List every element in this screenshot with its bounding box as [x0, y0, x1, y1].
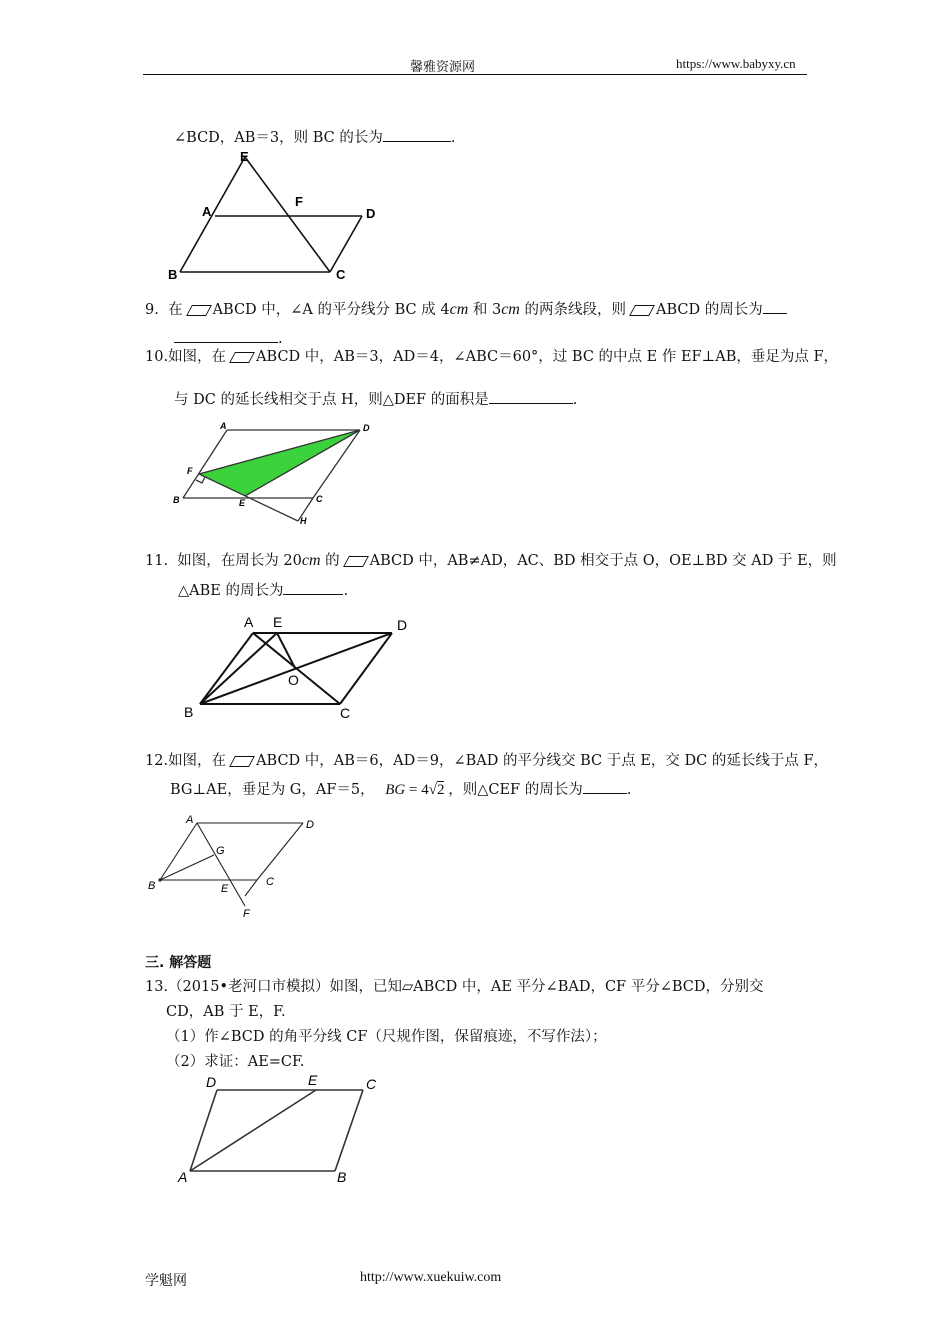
q13-line-ae	[190, 1090, 316, 1171]
q8-label-e: E	[240, 149, 249, 164]
q13-line-cb	[335, 1090, 363, 1171]
q10-label-h: H	[300, 516, 307, 526]
q10-label-a: A	[220, 421, 227, 431]
q11-label-o: O	[288, 672, 299, 688]
q12-label-e: E	[221, 883, 229, 895]
q13-label-e: E	[308, 1072, 318, 1088]
q13-line2: CD，AB 于 E，F.	[166, 1004, 286, 1020]
parallelogram-symbol	[229, 756, 255, 767]
q11-label-b: B	[184, 704, 194, 720]
q11-line-bd	[200, 633, 392, 704]
q8-label-c: C	[336, 267, 346, 282]
header-site: 馨雅资源网	[410, 59, 476, 74]
q12-figure	[140, 812, 330, 922]
q10-right-angle	[196, 477, 205, 483]
q13-label-d: D	[206, 1074, 217, 1090]
q12-line-dc	[257, 823, 303, 880]
q13-label-b: B	[337, 1169, 347, 1185]
header-rule	[143, 74, 807, 75]
q10-label-c: C	[316, 494, 323, 504]
q12-label-b: B	[148, 880, 156, 892]
q11-label-d: D	[397, 617, 408, 633]
q8-line-ec	[245, 157, 330, 272]
q8-label-a: A	[202, 204, 212, 219]
q11-label-c: C	[340, 705, 351, 721]
parallelogram-symbol	[229, 352, 255, 363]
q10-label-e: E	[239, 498, 246, 508]
q12-label-c: C	[266, 876, 274, 888]
q12-line1: 12.如图，在 ABCD 中，AB＝6，AD＝9，∠BAD 的平分线交 BC 于点 E，交 DC 的延长线于点 F，	[145, 753, 829, 769]
q12-label-g: G	[216, 845, 225, 857]
q12-line-cf	[245, 880, 257, 896]
q11-figure	[180, 610, 420, 725]
q13-label-c: C	[366, 1076, 377, 1092]
q10-label-b: B	[173, 495, 180, 505]
q11-line1: 11. 如图，在周长为 20cm 的 ABCD 中，AB≠AD，AC、BD 相交于点 O，OE⊥BD 交 AD 于 E，则	[145, 552, 837, 569]
q8-text: ∠BCD，AB＝3，则 BC 的长为 .	[174, 127, 456, 148]
q10-line2: 与 DC 的延长线相交于点 H，则△DEF 的面积是 .	[174, 389, 577, 410]
section-title: 三. 解答题	[145, 955, 212, 971]
q12-line2: BG⊥AE，垂足为 G，AF＝5， BG = 4√2 ，则△CEF 的周长为 .	[170, 779, 631, 800]
q13-line1: 13.（2015•老河口市模拟）如图，已知▱ABCD 中，AE 平分∠BAD，CF 平分∠BCD，分别交	[145, 979, 764, 995]
q10-label-f: F	[187, 466, 193, 476]
parallelogram-symbol	[629, 305, 655, 316]
parallelogram-symbol	[343, 556, 369, 567]
q11-label-e: E	[273, 614, 283, 630]
q8-label-f: F	[295, 194, 303, 209]
q13-figure	[170, 1070, 390, 1190]
q11-line-be	[200, 633, 277, 704]
q8-line-dc	[330, 216, 362, 272]
q11-label-a: A	[244, 614, 254, 630]
q8-line-be	[180, 157, 245, 272]
q11-line2: △ABE 的周长为 .	[178, 580, 348, 601]
q10-label-d: D	[363, 423, 370, 433]
footer-site: 学魁网	[145, 1274, 187, 1289]
q12-math: BG = 4√2	[385, 782, 445, 798]
q13-part2: （2）求证：AE=CF.	[166, 1054, 305, 1070]
q10-line1: 10.如图，在 ABCD 中，AB＝3，AD＝4，∠ABC＝60°，过 BC 的中点 E 作 EF⊥AB，垂足为点 F，	[145, 349, 839, 365]
parallelogram-symbol	[186, 305, 212, 316]
q9-line2: .	[174, 328, 283, 349]
footer-url[interactable]: http://www.xuekuiw.com	[360, 1270, 502, 1285]
header-url[interactable]: https://www.babyxy.cn	[676, 56, 796, 71]
q8-label-d: D	[366, 206, 376, 221]
q13-part1: （1）作∠BCD 的角平分线 CF（尺规作图，保留痕迹，不写作法）；	[166, 1029, 607, 1045]
q12-point-b	[158, 878, 161, 881]
q8-label-b: B	[168, 267, 178, 282]
q12-label-a: A	[186, 814, 194, 826]
q12-label-f: F	[243, 908, 250, 920]
q13-label-a: A	[178, 1169, 188, 1185]
q10-figure	[165, 418, 380, 533]
q8-figure	[160, 148, 390, 283]
q11-line-eo	[277, 633, 295, 668]
q13-line-ad	[190, 1090, 217, 1171]
q10-line-ba	[183, 430, 227, 498]
q12-label-d: D	[306, 819, 314, 831]
q9-line1: 9. 在 ABCD 中，∠A 的平分线分 BC 成 4cm 和 3cm 的两条线段，则 ABCD 的周长为	[145, 299, 787, 320]
